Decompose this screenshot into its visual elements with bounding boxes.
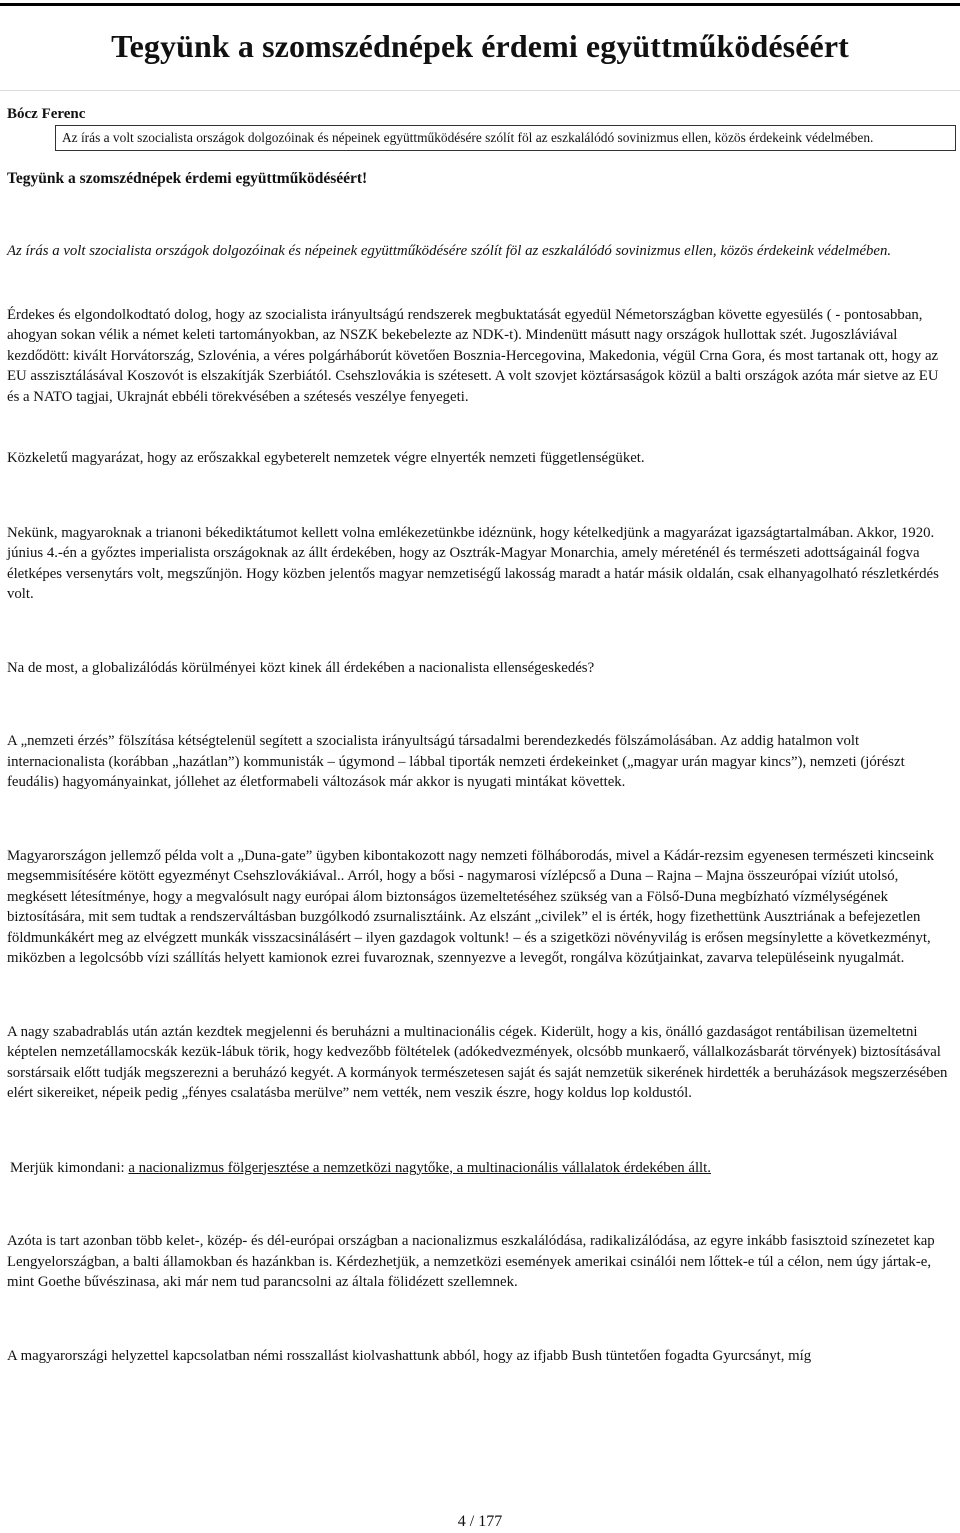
body-paragraph: Nekünk, magyaroknak a trianoni békediktátumot kellett volna emlékezetünkbe idéznünk, hogy kételkedjünk a magyarázat igazságtartalmában. Akkor, 1920. június 4.-én a győztes imperialista országoknak az állt érdekében, hogy az Osztrák-Magyar Monarchia, amely méreténél és természeti adottságainál fogva életképes versenytárs volt, megszűnjön. Hogy közben jelentős magyar nemzetiségű lakosság maradt a határ másik oldalán, csak elhanyagolható részletkérdés volt. [7, 524, 939, 602]
page-number: 4 / 177 [457, 1513, 503, 1530]
lead-paragraph: Az írás a volt szocialista országok dolgozóinak és népeinek együttműködésére szólít föl az eszkalálódó sovinizmus ellen, közös érdekeink védelmében. [7, 243, 892, 259]
title-divider [0, 90, 960, 91]
body-paragraph: Azóta is tart azonban több kelet-, közép- és dél-európai országban a nacionalizmus eszkalálódása, radikalizálódása, az egyre inkább fasisztoid színezetet kap Lengyelországban, a balti államokban és hazánkban is. Kérdezhetjük, a nemzetközi események amerikai csinálói nem lőttek-e túl a célon, nem úgy jártak-e, mint Goethe bűvészinasa, aki már nem tud parancsolni az általa fölidézett szellemnek. [7, 1233, 935, 1290]
article-title: Tegyünk a szomszédnépek érdemi együttműködéséért! [7, 170, 368, 187]
body-paragraph: A nagy szabadrablás után aztán kezdtek megjelenni és beruházni a multinacionális cégek. Kiderült, hogy a kis, önálló gazdaságot rentábilisan üzemeltetni képtelen nemzetállamocskák kezük-lábuk törik, hogy kedvezőbb föltételek (adókedvezmények, olcsóbb munkaerő, vállalkozásbarát törvények) biztosításával sorstársaik előtt tudják megszerezni a beruházó kegyét. A kormányok természetesen saját és saját nemzetük sikerének hirdették a beruházások megszerzésében elért sikereiket, népeik pedig „fényes csalatásba merülve” nem vették, nem veszik észre, hogy koldus lop koldustól. [7, 1023, 948, 1101]
author-name: Bócz Ferenc [7, 106, 86, 122]
top-rule [0, 3, 960, 6]
emphasis-prefix: Merjük kimondani: [10, 1159, 129, 1176]
emphasis-paragraph [7, 1158, 954, 1179]
page-title: Tegyünk a szomszédnépek érdemi együttműködéséért [111, 28, 849, 64]
underlined-statement: a nacionalizmus fölgerjesztése a nemzetközi nagytőke, a multinacionális vállalatok érdekében állt. [128, 1159, 711, 1176]
body-paragraph: Na de most, a globalizálódás körülményei közt kinek áll érdekében a nacionalista ellenségeskedés? [7, 659, 595, 676]
body-paragraph: Közkeletű magyarázat, hogy az erőszakkal egybeterelt nemzetek végre elnyerték nemzeti függetlenségüket. [7, 450, 645, 466]
body-paragraph: A magyarországi helyzettel kapcsolatban némi rosszallást kiolvashattunk abból, hogy az ifjabb Bush tüntetően fogadta Gyurcsányt, míg [7, 1347, 812, 1364]
body-paragraph: Magyarországon jellemző példa volt a „Duna-gate” ügyben kibontakozott nagy nemzeti fölháborodás, mivel a Kádár-rezsim egyenesen természeti kincseink megsemmisítésére kötött egyezményt Csehszlovákiával.. Arról, hogy a bősi - nagymarosi vízlépcső a Duna – Rajna – Majna összeurópai víziút utolsó, megkésett létesítménye, hogy a megvalósult nagy európai álom biztonságos üzemeltetéséhez szükség van a Fölső-Duna megbízható vízmélységének biztosítására, mit sem tudtak a rendszerváltásban buzgólkodó zsurnalisztáink. Az elszánt „civilek” el is érték, hogy fizethettünk Ausztriának a befejezetlen földmunkákért meg az elvégzett munkák visszacsinálásért – ilyen gazdagok voltunk! – és a szigetközi növényvilág is erősen megsínylette a következményt, miközben a legolcsóbb vízi szállítás helyett kamionok ezrei fuvaroznak, szennyezve a levegőt, rongálva közútjainkat, zavarva településeink nyugalmát. [7, 847, 935, 966]
abstract-box: Az írás a volt szocialista országok dolgozóinak és népeinek együttműködésére szólít föl az eszkalálódó sovinizmus ellen, közös érdekeink védelmében. [55, 125, 956, 151]
article-body [7, 241, 954, 1366]
body-paragraph: A „nemzeti érzés” fölszítása kétségtelenül segített a szocialista irányultságú társadalmi berendezkedés fölszámolásában. Az addig hatalmon volt internacionalista (korábban „hazátlan”) kommunisták – úgymond – lábbal tiporták nemzeti érdekeinket („magyar urán magyar kincs”), nemzeti (jórészt feudális) hagyományainkat, jóllehet az életformabeli változások már akkor is nyugati mintákat követtek. [7, 733, 905, 790]
body-paragraph: Érdekes és elgondolkodtató dolog, hogy az szocialista irányultságú rendszerek megbuktatását egyedül Németországban követte egyesülés ( - pontosabban, ahogyan sokan vélik a német keleti tartományokban, az NSZK bekebelezte az NDK-t). Mindenütt másutt nagy országok hullottak szét. Jugoszláviával kezdődött: kivált Horvátország, Szlovénia, a véres polgárháborút követően Bosznia-Hercegovina, Makedonia, végül Crna Gora, és most tartanak ott, hogy az EU asszisztálásával Koszovót is elszakítják Szerbiától. Csehszlovákia is szétesett. A volt szovjet köztársaságok közül a balti országok azóta már sietve az EU és a NATO tagjai, Ukrajnát ebbéli törekvésében a szétesés veszélye fenyegeti. [7, 306, 939, 405]
